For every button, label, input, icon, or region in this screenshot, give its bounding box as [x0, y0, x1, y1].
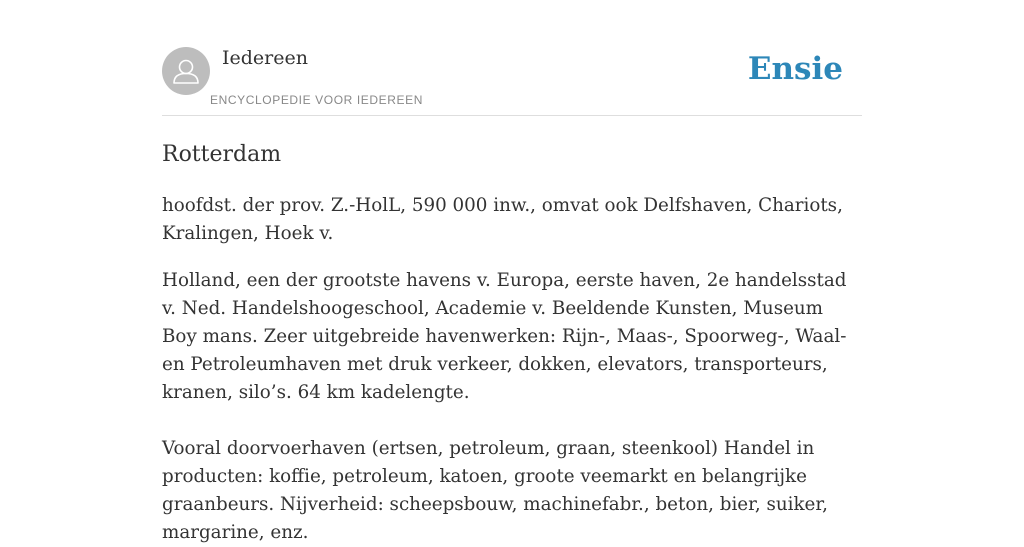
article-paragraph-1: hoofdst. der prov. Z.-HolL, 590 000 inw., omvat ook Delfshaven, Chariots, Kralingen, Hoek v.	[162, 195, 843, 244]
page	[162, 0, 862, 547]
header	[162, 0, 862, 116]
author-name[interactable]: Iedereen	[222, 47, 308, 69]
site-subtitle: ENCYCLOPEDIE VOOR IEDEREEN	[210, 93, 423, 107]
ensie-logo[interactable]: Ensie	[747, 51, 843, 87]
avatar[interactable]	[162, 47, 210, 95]
article-paragraph-3: Vooral doorvoerhaven (ertsen, petroleum, graan, steenkool) Handel in producten: koffie, petroleum, katoen, groote veemarkt en belangrijke graanbeurs. Nijverheid: scheepsbouw, machinefabr., beton, bier, suiker, margarine, enz.	[162, 438, 828, 543]
user-silhouette-icon	[162, 47, 210, 95]
article-paragraph-2: Holland, een der grootste havens v. Europa, eerste haven, 2e handelsstad v. Ned. Handelshoogeschool, Academie v. Beeldende Kunsten, Museum Boy mans. Zeer uitgebreide havenwerken: Rijn-, Maas-, Spoorweg-, Waal- en Petroleumhaven met druk verkeer, dokken, elevators, transporteurs, kranen, silo’s. 64 km kadelengte.	[162, 270, 847, 403]
page-title: Rotterdam	[162, 142, 282, 167]
